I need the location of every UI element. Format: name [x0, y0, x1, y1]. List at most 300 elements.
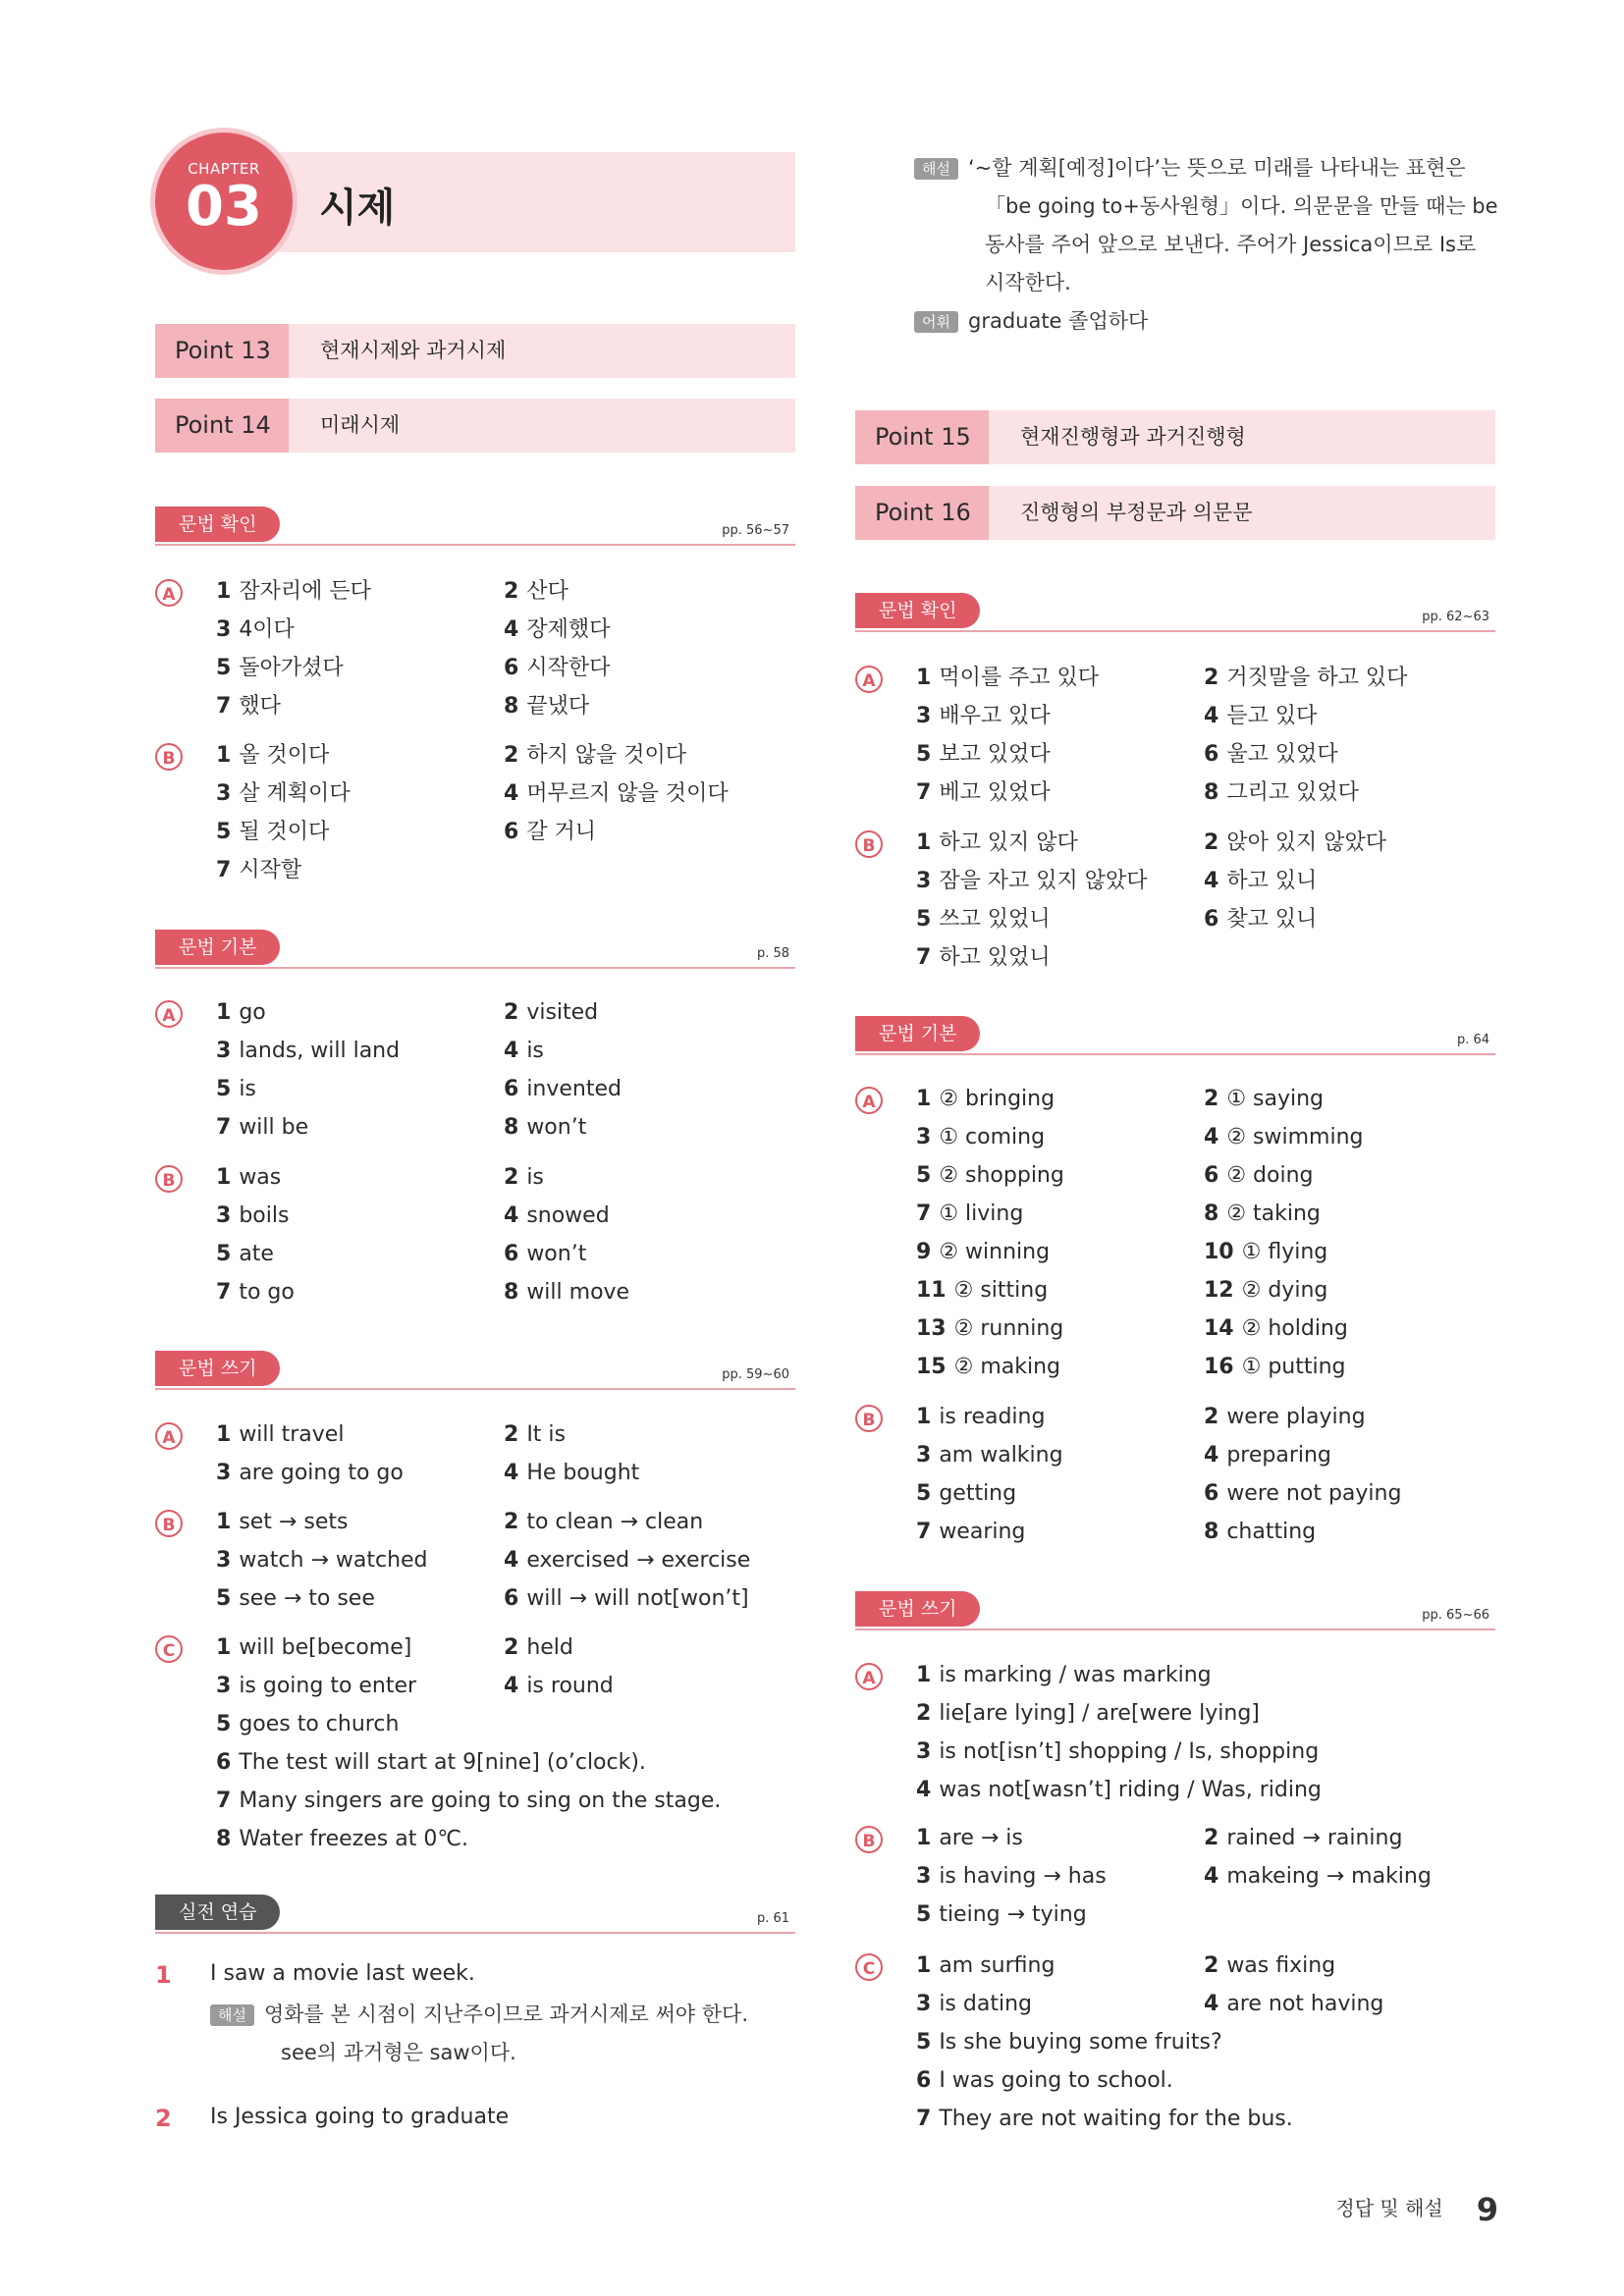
answer-item — [216, 1586, 375, 1612]
answer-text: ① saying — [1226, 1087, 1325, 1111]
answer-number: 1 — [916, 1087, 932, 1111]
chapter-number: 03 — [186, 175, 262, 239]
group-letter-b: B — [155, 1165, 183, 1193]
answer-item — [504, 1115, 586, 1141]
answer-item — [216, 1242, 274, 1267]
answer-number: 3 — [916, 1739, 932, 1764]
answer-text: is going to enter — [239, 1674, 417, 1698]
answer-number: 4 — [504, 1461, 519, 1485]
answer-number: 7 — [216, 694, 232, 719]
point-bar — [855, 486, 1495, 540]
answer-item — [216, 1000, 266, 1026]
answer-item — [216, 579, 371, 605]
answer-number: 5 — [216, 820, 232, 844]
answer-number: 6 — [1204, 1163, 1219, 1188]
answer-text: 4이다 — [239, 617, 295, 642]
answer-item — [916, 1240, 1050, 1265]
answer-number: 3 — [216, 1461, 232, 1485]
page-footer — [1335, 2191, 1498, 2228]
answer-text: am walking — [939, 1443, 1063, 1468]
answer-number: 7 — [916, 1201, 932, 1226]
explanation-badge: 해설 — [210, 2004, 254, 2026]
chapter-label: CHAPTER — [188, 160, 260, 178]
answer-item — [916, 1316, 1063, 1342]
point-tag: Point 13 — [155, 324, 289, 378]
answer-number: 7 — [216, 858, 232, 882]
answer-item — [1204, 704, 1317, 729]
group-letter-c: C — [855, 1953, 883, 1981]
answer-text: were playing — [1226, 1405, 1366, 1429]
question-answer: Is Jessica going to graduate — [210, 2105, 510, 2129]
answer-number: 2 — [504, 1000, 519, 1025]
answer-item — [916, 1992, 1032, 2017]
answer-item — [216, 1422, 344, 1448]
point-bar — [155, 324, 795, 378]
answer-text: ② running — [953, 1316, 1064, 1341]
group-letter-a: A — [155, 579, 183, 607]
explanation-line: 동사를 주어 앞으로 보낸다. 주어가 Jessica이므로 Is로 — [985, 233, 1477, 256]
section-page: p. 58 — [756, 946, 789, 961]
answer-text: 시작한다 — [526, 656, 611, 680]
answer-item — [504, 1000, 598, 1026]
answer-text: ② taking — [1226, 1201, 1321, 1226]
answer-item — [504, 1165, 544, 1191]
answer-item — [916, 1778, 1322, 1803]
answer-number: 8 — [504, 694, 519, 719]
answer-item — [916, 907, 1051, 933]
answer-item — [916, 742, 1051, 768]
answer-number: 2 — [1204, 830, 1219, 855]
answer-text: Water freezes at 0℃. — [239, 1827, 469, 1851]
answer-number: 2 — [504, 1635, 519, 1660]
answer-text: ① coming — [939, 1125, 1046, 1149]
answer-text: 베고 있었다 — [939, 780, 1051, 805]
explanation-line: 시작한다. — [985, 271, 1071, 294]
answer-item — [216, 1827, 468, 1852]
answer-item — [216, 1203, 289, 1229]
group-letter-a: A — [155, 1000, 183, 1028]
answer-text: goes to church — [239, 1712, 400, 1736]
section-page: p. 61 — [756, 1911, 789, 1926]
answer-number: 1 — [916, 830, 932, 855]
answer-item — [1204, 1316, 1348, 1342]
answer-number: 1 — [916, 1953, 932, 1978]
answer-text: makeing → making — [1226, 1864, 1432, 1889]
answer-text: It is — [526, 1422, 566, 1447]
answer-number: 3 — [916, 1864, 932, 1889]
answer-text: Many singers are going to sing on the stage. — [239, 1789, 722, 1813]
answer-number: 1 — [216, 1165, 232, 1190]
answer-item — [916, 2107, 1293, 2132]
answer-item — [504, 1461, 639, 1486]
answer-text: will → will not[won’t] — [526, 1586, 749, 1611]
answer-item — [916, 1355, 1060, 1380]
section-header — [155, 1351, 795, 1390]
point-tag: Point 16 — [855, 486, 989, 540]
answer-item — [504, 694, 589, 720]
answer-text: 시작할 — [239, 858, 302, 882]
answer-item — [504, 579, 568, 605]
group-letter-a: A — [855, 1087, 883, 1114]
answer-item — [504, 743, 686, 769]
section-title: 문법 쓰기 — [855, 1591, 980, 1627]
answer-number: 2 — [504, 1510, 519, 1534]
answer-number: 2 — [1204, 1826, 1219, 1850]
answer-item — [916, 2030, 1222, 2056]
answer-text: rained → raining — [1226, 1826, 1403, 1850]
answer-text: won’t — [526, 1115, 587, 1140]
answer-text: 장제했다 — [526, 617, 611, 642]
point-bar — [855, 410, 1495, 464]
answer-text: 될 것이다 — [239, 820, 330, 844]
answer-item — [916, 1163, 1064, 1189]
answer-number: 4 — [504, 1039, 519, 1063]
answer-item — [216, 1115, 308, 1141]
explanation-line: 「be going to+동사원형」이다. 의문문을 만들 때는 be — [985, 194, 1498, 218]
answer-item — [916, 1902, 1087, 1928]
answer-item — [916, 945, 1051, 971]
answer-text: I was going to school. — [939, 2068, 1173, 2093]
answer-text: 했다 — [239, 694, 281, 719]
answer-text: to clean → clean — [526, 1510, 704, 1534]
answer-number: 4 — [1204, 1125, 1219, 1149]
answer-text: 앉아 있지 않았다 — [1226, 830, 1387, 855]
answer-item — [216, 1750, 646, 1776]
answer-text: 듣고 있다 — [1226, 704, 1318, 728]
answer-number: 2 — [1204, 1953, 1219, 1978]
answer-number: 1 — [916, 1405, 932, 1429]
point-bar — [155, 399, 795, 453]
explanation-line: ‘~할 계획[예정]이다’는 뜻으로 미래를 나타내는 표현은 — [967, 156, 1466, 180]
answer-number: 6 — [504, 1586, 519, 1611]
answer-number: 4 — [1204, 704, 1219, 728]
answer-item — [216, 617, 295, 643]
answer-text: 끝냈다 — [526, 694, 590, 719]
answer-number: 6 — [916, 2068, 932, 2093]
answer-item — [1204, 1481, 1401, 1507]
answer-text: set → sets — [239, 1510, 349, 1534]
answer-number: 15 — [916, 1355, 947, 1379]
answer-text: is having → has — [939, 1864, 1107, 1889]
answer-text: The test will start at 9[nine] (o’clock). — [239, 1750, 646, 1775]
answer-text: 갈 거니 — [526, 820, 597, 844]
answer-text: 잠을 자고 있지 않았다 — [939, 869, 1148, 893]
answer-number: 5 — [216, 1242, 232, 1266]
answer-text: He bought — [526, 1461, 640, 1485]
answer-item — [916, 1125, 1045, 1150]
answer-text: visited — [526, 1000, 599, 1025]
answer-number: 4 — [504, 1548, 519, 1573]
answer-number: 7 — [916, 1520, 932, 1544]
answer-item — [216, 1789, 721, 1814]
answer-text: is — [526, 1165, 544, 1190]
answer-number: 4 — [1204, 1992, 1219, 2016]
answer-text: is reading — [939, 1405, 1046, 1429]
answer-item — [916, 1520, 1025, 1545]
explanation — [914, 149, 1503, 341]
answer-text: ② winning — [939, 1240, 1051, 1264]
answer-text: 살 계획이다 — [239, 781, 351, 806]
answer-item — [216, 1165, 281, 1191]
answer-text: won’t — [526, 1242, 587, 1266]
answer-text: are → is — [939, 1826, 1023, 1850]
answer-item — [216, 1510, 348, 1535]
answer-item — [216, 1280, 295, 1306]
section-page: pp. 65~66 — [1422, 1608, 1489, 1623]
answer-item — [1204, 907, 1317, 933]
answer-text: 하지 않을 것이다 — [526, 743, 687, 768]
answer-text: held — [526, 1635, 573, 1660]
answer-item — [1204, 1278, 1327, 1304]
answer-number: 4 — [504, 1203, 519, 1228]
point-title: 진행형의 부정문과 의문문 — [1020, 501, 1253, 524]
answer-number: 2 — [504, 579, 519, 604]
answer-text: 하고 있었니 — [939, 945, 1051, 970]
answer-number: 5 — [216, 1712, 232, 1736]
answer-item — [216, 1635, 411, 1661]
answer-text: ② sitting — [953, 1278, 1049, 1303]
answer-item — [1204, 742, 1338, 768]
answer-item — [916, 1701, 1260, 1727]
answer-number: 3 — [916, 704, 932, 728]
point-tag: Point 14 — [155, 399, 289, 453]
answer-text: wearing — [939, 1520, 1026, 1544]
answer-text: 쓰고 있었니 — [939, 907, 1051, 932]
group-letter-b: B — [155, 743, 183, 771]
answer-number: 3 — [216, 781, 232, 806]
answer-text: are going to go — [239, 1461, 404, 1485]
section-title: 문법 확인 — [855, 593, 980, 628]
answer-number: 3 — [916, 1992, 932, 2016]
answer-item — [504, 1510, 703, 1535]
section-page: pp. 59~60 — [722, 1367, 789, 1382]
vocab-badge: 어휘 — [914, 311, 958, 333]
group-letter-b: B — [855, 1826, 883, 1853]
section-header — [855, 593, 1495, 632]
section-page: p. 64 — [1456, 1033, 1489, 1047]
answer-number: 2 — [504, 743, 519, 768]
answer-item — [504, 1203, 610, 1229]
answer-number: 5 — [216, 1077, 232, 1101]
answer-text: 울고 있었다 — [1226, 742, 1338, 767]
answer-number: 6 — [216, 1750, 232, 1775]
answer-item — [916, 1201, 1023, 1227]
answer-item — [916, 1663, 1212, 1688]
answer-text: 하고 있지 않다 — [939, 830, 1078, 855]
answer-item — [916, 780, 1051, 806]
answer-number: 5 — [916, 2030, 932, 2055]
answer-item — [504, 617, 610, 643]
answer-number: 1 — [216, 1422, 232, 1447]
answer-number: 5 — [916, 742, 932, 767]
answer-item — [216, 1548, 428, 1574]
answer-number: 1 — [216, 1635, 232, 1660]
answer-text: was — [239, 1165, 282, 1190]
answer-text: 올 것이다 — [239, 743, 330, 768]
section-page: pp. 56~57 — [722, 523, 789, 538]
answer-item — [1204, 1443, 1331, 1468]
question-number: 2 — [155, 2105, 172, 2132]
answer-number: 5 — [216, 1586, 232, 1611]
answer-number: 5 — [916, 1481, 932, 1506]
answer-item — [916, 1953, 1055, 1979]
answer-item — [216, 694, 281, 720]
answer-item — [916, 1087, 1055, 1112]
answer-number: 4 — [504, 1674, 519, 1698]
explanation-badge: 해설 — [914, 158, 958, 180]
answer-number: 1 — [216, 1510, 232, 1534]
answer-item — [916, 1864, 1107, 1890]
answer-item — [216, 1077, 256, 1102]
answer-text: see → to see — [239, 1586, 375, 1611]
answer-number: 6 — [1204, 907, 1219, 932]
answer-number: 5 — [916, 1902, 932, 1927]
answer-number: 4 — [1204, 1864, 1219, 1889]
answer-item — [504, 1077, 622, 1102]
answer-number: 2 — [504, 1165, 519, 1190]
answer-number: 3 — [216, 617, 232, 642]
answer-text: will be[become] — [239, 1635, 412, 1660]
answer-item — [1204, 1355, 1346, 1380]
answer-text: watch → watched — [239, 1548, 428, 1573]
answer-text: snowed — [526, 1203, 610, 1228]
answer-item — [216, 1039, 400, 1064]
answer-text: ① flying — [1241, 1240, 1328, 1264]
answer-number: 3 — [916, 1443, 932, 1468]
answer-item — [504, 820, 596, 845]
answer-number: 3 — [216, 1039, 232, 1063]
answer-text: ate — [239, 1242, 274, 1266]
answer-text: is dating — [939, 1992, 1032, 2016]
answer-number: 4 — [504, 617, 519, 642]
answer-number: 4 — [504, 781, 519, 806]
answer-text: 먹이를 주고 있다 — [939, 666, 1100, 690]
answer-text: is — [239, 1077, 256, 1101]
answer-item — [216, 820, 329, 845]
answer-text: will be — [239, 1115, 309, 1140]
answer-text: ② making — [953, 1355, 1061, 1379]
answer-text: 하고 있니 — [1226, 869, 1318, 893]
answer-number: 8 — [1204, 1520, 1219, 1544]
answer-item — [504, 781, 729, 807]
answer-number: 4 — [916, 1778, 932, 1802]
answer-text: am surfing — [939, 1953, 1056, 1978]
chapter-badge — [155, 133, 293, 270]
answer-item — [504, 1039, 544, 1064]
answer-text: ② holding — [1241, 1316, 1348, 1341]
answer-text: ② shopping — [939, 1163, 1064, 1188]
vocab-text: graduate 졸업하다 — [967, 309, 1149, 333]
answer-number: 2 — [1204, 666, 1219, 690]
answer-item — [916, 830, 1078, 856]
answer-number: 8 — [504, 1280, 519, 1305]
group-letter-b: B — [155, 1510, 183, 1537]
answer-text: They are not waiting for the bus. — [939, 2107, 1293, 2131]
answer-item — [504, 1422, 566, 1448]
answer-number: 12 — [1204, 1278, 1234, 1303]
section-title: 문법 쓰기 — [155, 1351, 280, 1386]
answer-item — [216, 1674, 416, 1699]
answer-item — [916, 1739, 1319, 1765]
section-header — [855, 1016, 1495, 1055]
answer-number: 1 — [916, 666, 932, 690]
answer-item — [1204, 1520, 1316, 1545]
answer-item — [1204, 1953, 1335, 1979]
answer-number: 6 — [504, 1242, 519, 1266]
answer-number: 2 — [1204, 1087, 1219, 1111]
answer-number: 14 — [1204, 1316, 1234, 1341]
answer-number: 3 — [216, 1548, 232, 1573]
answer-item — [916, 869, 1148, 894]
answer-number: 1 — [216, 1000, 232, 1025]
answer-number: 6 — [1204, 742, 1219, 767]
point-title: 현재시제와 과거시제 — [320, 339, 507, 362]
answer-item — [1204, 1405, 1366, 1430]
answer-number: 8 — [1204, 1201, 1219, 1226]
answer-text: 거짓말을 하고 있다 — [1226, 666, 1408, 690]
footer-label: 정답 및 해설 — [1335, 2196, 1443, 2220]
answer-item — [504, 1280, 629, 1306]
answer-item — [1204, 780, 1359, 806]
answer-text: to go — [239, 1280, 295, 1305]
section-title: 문법 기본 — [855, 1016, 980, 1051]
answer-text: preparing — [1226, 1443, 1331, 1468]
answer-text: ② dying — [1241, 1278, 1328, 1303]
answer-number: 7 — [916, 2107, 932, 2131]
answer-number: 3 — [916, 869, 932, 893]
group-letter-a: A — [855, 666, 883, 693]
answer-item — [216, 1712, 399, 1737]
answer-item — [916, 1481, 1016, 1507]
answer-text: go — [239, 1000, 266, 1025]
section-header — [155, 1895, 795, 1934]
answer-item — [216, 858, 301, 883]
answer-number: 9 — [916, 1240, 932, 1264]
answer-number: 3 — [216, 1674, 232, 1698]
answer-number: 2 — [504, 1422, 519, 1447]
answer-number: 11 — [916, 1278, 947, 1303]
answer-item — [916, 1278, 1048, 1304]
explanation-line: see의 과거형은 saw이다. — [281, 2041, 516, 2064]
answer-text: boils — [239, 1203, 290, 1228]
answer-number: 8 — [504, 1115, 519, 1140]
answer-text: Is she buying some fruits? — [939, 2030, 1222, 2055]
answer-text: 찾고 있니 — [1226, 907, 1318, 932]
answer-text: 배우고 있다 — [939, 704, 1051, 728]
answer-item — [504, 1242, 586, 1267]
answer-text: ① putting — [1241, 1355, 1346, 1379]
answer-text: getting — [939, 1481, 1017, 1506]
section-title: 문법 확인 — [155, 507, 280, 542]
section-title: 문법 기본 — [155, 930, 280, 965]
page-number: 9 — [1476, 2191, 1498, 2228]
answer-item — [916, 704, 1051, 729]
answer-item — [1204, 869, 1317, 894]
answer-text: 산다 — [526, 579, 568, 604]
answer-text: chatting — [1226, 1520, 1317, 1544]
answer-item — [916, 1443, 1063, 1468]
answer-item — [916, 666, 1099, 691]
section-title: 실전 연습 — [155, 1895, 280, 1930]
answer-text: is not[isn’t] shopping / Is, shopping — [939, 1739, 1320, 1764]
answer-number: 8 — [1204, 780, 1219, 805]
answer-text: ① living — [939, 1201, 1024, 1226]
answer-item — [1204, 1201, 1321, 1227]
point-title: 미래시제 — [320, 413, 401, 437]
answer-item — [1204, 1163, 1313, 1189]
answer-number: 1 — [216, 579, 232, 604]
answer-item — [504, 1586, 749, 1612]
